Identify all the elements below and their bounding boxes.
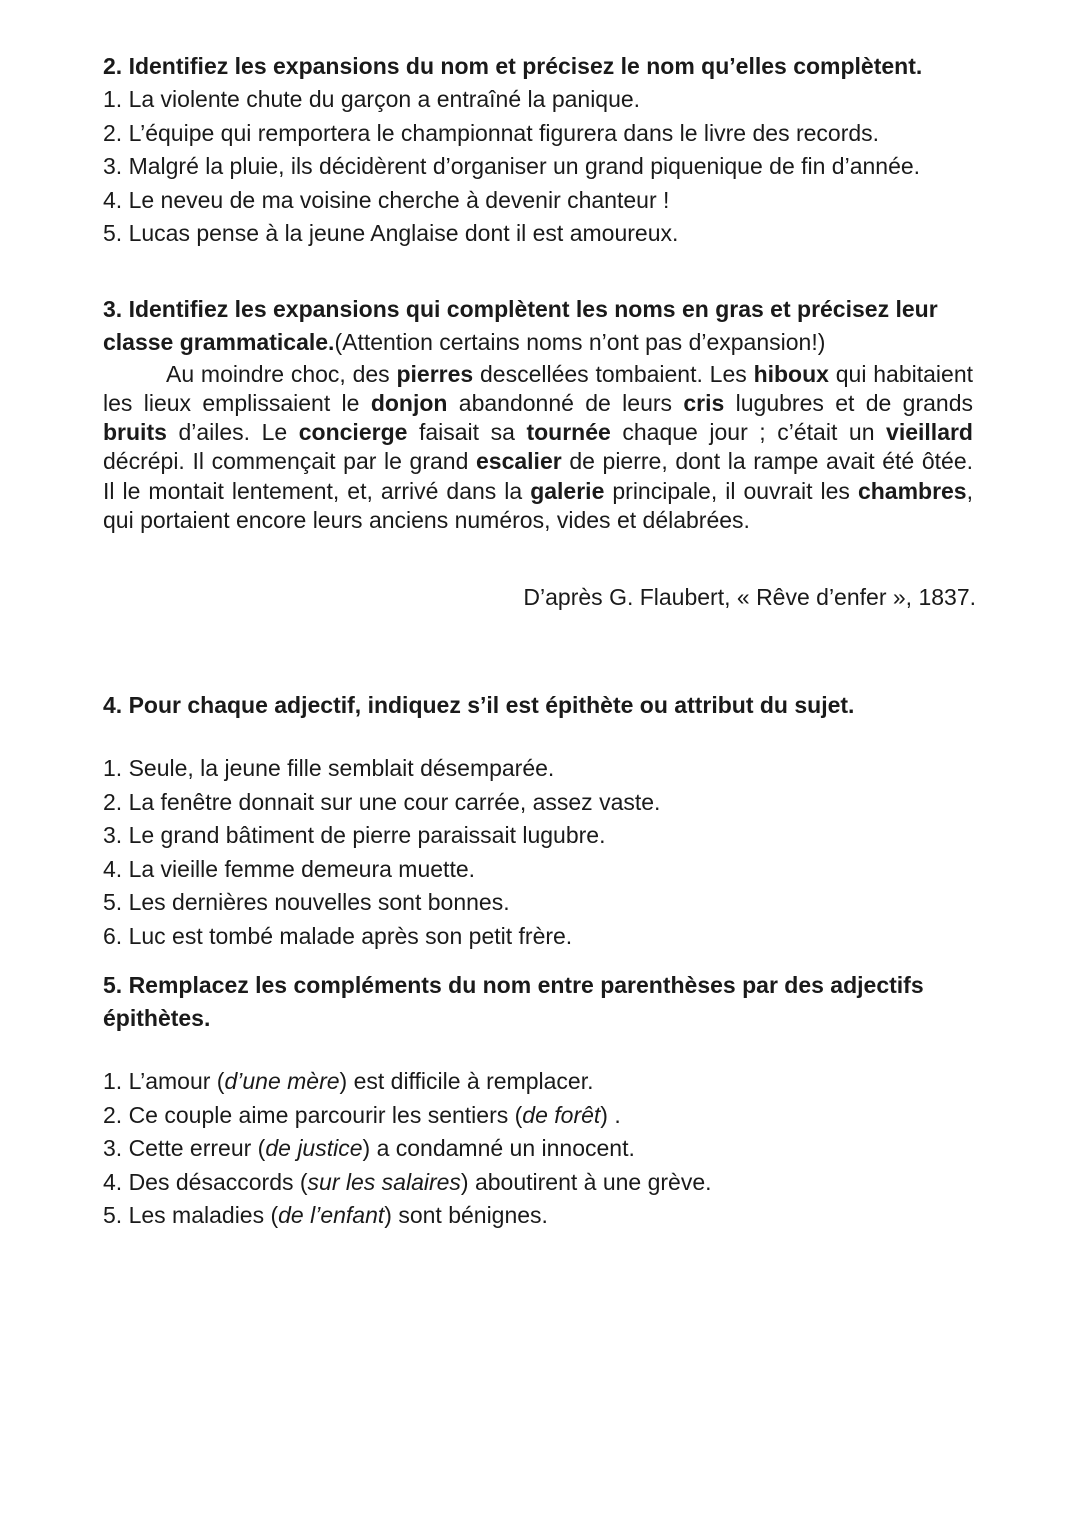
exercise-5-title: 5. Remplacez les compléments du nom entre parenthèses par des adjectifs épithètes. — [103, 972, 924, 1032]
exercise-4-item: 4. La vieille femme demeura muette. — [103, 855, 476, 882]
bold-noun: tournée — [526, 419, 611, 446]
passage-text: faisait sa — [407, 419, 527, 446]
exercise-4-item: 2. La fenêtre donnait sur une cour carrée, assez vaste. — [103, 788, 661, 815]
exercise-3-note: (Attention certains noms n’ont pas d’expansion!) — [334, 328, 826, 355]
passage-text: principale, il ouvrait les — [604, 477, 858, 504]
passage-text: d’ailes. Le — [166, 419, 299, 446]
passage-text: qui habitaient les lieux emplissaient le — [103, 360, 973, 416]
exercise-4-item: 5. Les dernières nouvelles sont bonnes. — [103, 889, 510, 916]
exercise-2-item: 2. L’équipe qui remportera le championnat figurera dans le livre des records. — [103, 119, 880, 146]
exercise-2-title: 2. Identifiez les expansions du nom et précisez le nom qu’elles complètent. — [103, 53, 923, 79]
passage-text: chaque jour ; c’était un — [610, 419, 887, 446]
passage-text: Au moindre choc, des — [166, 360, 397, 387]
exercise-5-item: 1. L’amour (d’une mère) est difficile à remplacer. — [103, 1068, 594, 1095]
passage-text: lugubres et de grands — [724, 389, 973, 416]
exercise-3 — [103, 293, 976, 613]
exercise-2 — [103, 50, 973, 251]
passage-text: descellées tombaient. Les — [473, 360, 754, 387]
bold-noun: hiboux — [753, 360, 829, 387]
bold-noun: cris — [683, 389, 725, 416]
exercise-3-title — [103, 293, 973, 359]
exercise-4-title: 4. Pour chaque adjectif, indiquez s’il est épithète ou attribut du sujet. — [103, 692, 855, 719]
exercise-5-item: 3. Cette erreur (de justice) a condamné un innocent. — [103, 1135, 635, 1162]
passage-source: D’après G. Flaubert, « Rêve d’enfer », 1837. — [523, 584, 976, 611]
exercise-2-item: 3. Malgré la pluie, ils décidèrent d’organiser un grand piquenique de fin d’année. — [103, 153, 921, 179]
exercise-5-item: 5. Les maladies (de l’enfant) sont bénignes. — [103, 1202, 548, 1229]
passage-text: de pierre, dont la rampe avait été ôtée. Il le montait lentement, et, arrivé dans la — [103, 448, 974, 504]
exercise-2-item: 1. La violente chute du garçon a entraîné la panique. — [103, 86, 641, 112]
exercise-2-item: 4. Le neveu de ma voisine cherche à devenir chanteur ! — [103, 186, 670, 213]
exercise-3-instruction: 3. Identifiez les expansions qui complètent les noms en gras et précisez leur classe grammaticale. — [103, 295, 938, 355]
exercise-5-list — [103, 1065, 973, 1233]
worksheet — [103, 50, 976, 1233]
flaubert-passage — [103, 360, 973, 536]
bold-noun: chambres — [857, 477, 967, 504]
exercise-4-list — [103, 752, 973, 953]
bold-noun: pierres — [396, 360, 474, 387]
passage-text: décrépi. Il commençait par le grand — [103, 448, 476, 475]
exercise-5-item: 2. Ce couple aime parcourir les sentiers (de forêt) . — [103, 1101, 621, 1128]
bold-noun: donjon — [370, 389, 448, 416]
exercise-4 — [103, 689, 973, 953]
passage-text: abandonné de leurs — [447, 389, 684, 416]
exercise-4-item: 6. Luc est tombé malade après son petit frère. — [103, 922, 573, 949]
bold-noun: concierge — [298, 419, 408, 446]
exercise-4-item: 3. Le grand bâtiment de pierre paraissait lugubre. — [103, 822, 606, 849]
bold-noun: vieillard — [886, 419, 973, 446]
exercise-5 — [103, 969, 973, 1233]
bold-noun: bruits — [103, 419, 167, 446]
exercise-5-item: 4. Des désaccords (sur les salaires) aboutirent à une grève. — [103, 1168, 712, 1195]
exercise-4-item: 1. Seule, la jeune fille semblait désemparée. — [103, 755, 555, 782]
passage-text: , qui portaient encore leurs anciens numéros, vides et délabrées. — [103, 477, 973, 533]
bold-noun: galerie — [530, 477, 605, 504]
exercise-2-item: 5. Lucas pense à la jeune Anglaise dont il est amoureux. — [103, 220, 679, 246]
bold-noun: escalier — [476, 448, 562, 475]
